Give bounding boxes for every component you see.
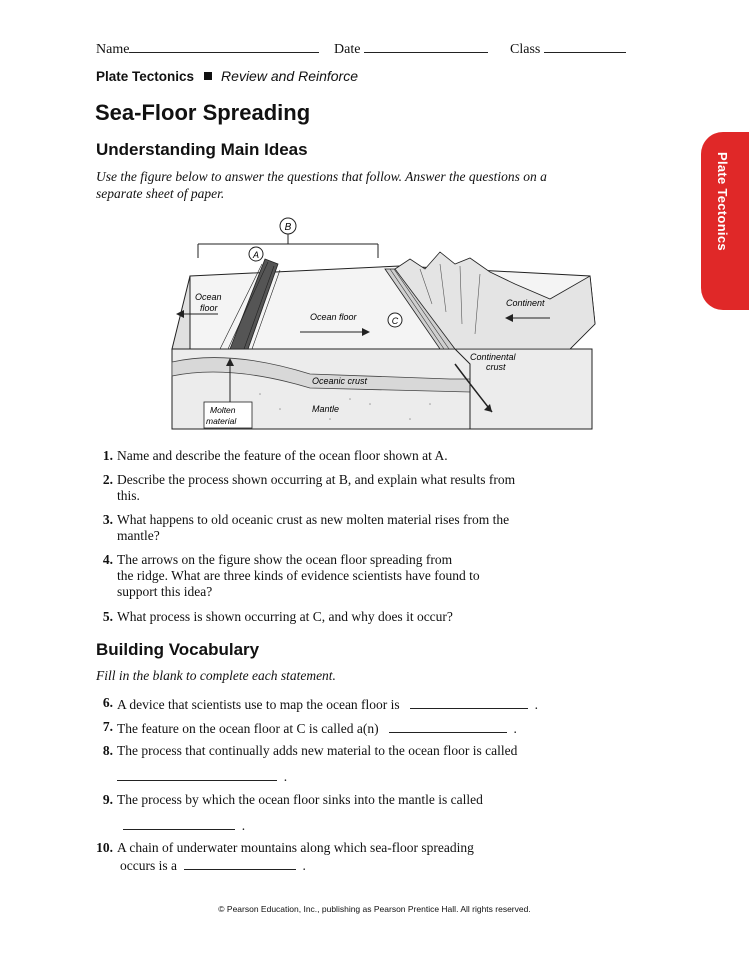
date-label: Date xyxy=(334,42,361,57)
label-ocean-floor-mid: Ocean floor xyxy=(310,312,357,322)
blank-10[interactable] xyxy=(184,856,296,870)
page-title: Sea-Floor Spreading xyxy=(95,100,311,125)
label-molten-1: Molten xyxy=(210,405,236,415)
square-bullet-icon xyxy=(204,72,212,80)
main-ideas-heading: Understanding Main Ideas xyxy=(96,140,308,159)
label-c: C xyxy=(391,316,399,326)
label-ocean-floor-left-1: Ocean xyxy=(195,292,222,302)
label-ocean-floor-left-2: floor xyxy=(200,303,218,313)
name-label: Name xyxy=(96,42,130,57)
sea-floor-diagram xyxy=(170,214,610,432)
label-oceanic-crust: Oceanic crust xyxy=(312,376,368,386)
date-blank[interactable] xyxy=(364,38,488,53)
main-ideas-instructions: Use the figure below to answer the questions that follow. Answer the questions on a separate sheet of paper. xyxy=(96,169,547,201)
label-a: A xyxy=(252,250,260,260)
name-field xyxy=(96,38,319,58)
date-field xyxy=(334,38,488,58)
class-field xyxy=(510,38,626,58)
breadcrumb-section: Review and Reinforce xyxy=(221,68,359,84)
label-continental-crust-2: crust xyxy=(486,362,506,372)
blank-9[interactable] xyxy=(123,816,235,830)
label-continent: Continent xyxy=(506,298,545,308)
blank-7[interactable] xyxy=(389,719,507,733)
blank-6[interactable] xyxy=(410,695,528,709)
vocab-instructions: Fill in the blank to complete each statement. xyxy=(96,668,336,683)
blank-8[interactable] xyxy=(117,767,277,781)
side-tab-label: Plate Tectonics xyxy=(715,152,730,251)
class-label: Class xyxy=(510,42,541,57)
label-b: B xyxy=(284,222,292,233)
copyright-footer: © Pearson Education, Inc., publishing as Pearson Prentice Hall. All rights reserved. xyxy=(218,904,531,914)
breadcrumb xyxy=(96,68,358,84)
vocab-heading: Building Vocabulary xyxy=(96,640,260,659)
side-tab xyxy=(701,132,749,310)
class-blank[interactable] xyxy=(544,38,626,53)
label-mantle: Mantle xyxy=(312,404,340,414)
name-blank[interactable] xyxy=(129,38,319,53)
label-continental-crust-1: Continental xyxy=(470,352,516,362)
breadcrumb-chapter: Plate Tectonics xyxy=(96,69,195,84)
label-molten-2: material xyxy=(206,416,237,426)
